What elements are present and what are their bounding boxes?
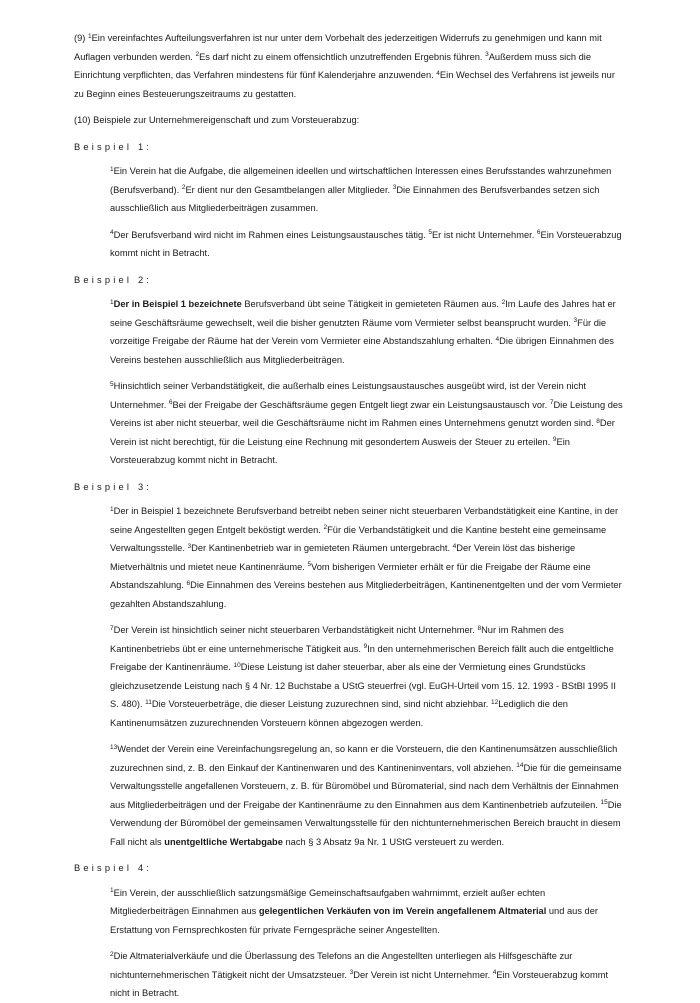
example-2-heading: Beispiel 2: xyxy=(74,274,153,285)
example-1-body xyxy=(74,162,625,263)
example-2-body xyxy=(74,295,625,470)
example-1-paragraph-1: $^1$Ein Verein hat die Aufgabe, die allgemeinen ideellen und wirtschaftlichen Interessen eines Berufsstandes wahrzunehmen (Berufsverband). $^2$Er dient nur den Gesamtbelangen aller Mitglieder. $^3$Die Einnahmen des Berufsverbandes setzen sich ausschließlich aus Mitgliederbeiträgen zusammen. xyxy=(110,165,612,213)
example-2-paragraph-2: $^5$Hinsichtlich seiner Verbandstätigkeit, die außerhalb eines Leistungsaustausches ausgeübt wird, ist der Verein nicht Unternehmer. $^6$Bei der Freigabe der Geschäftsräume gegen Entgelt liegt zwar ein Leistungsaustausch vor. $^7$Die Leistung des Vereins ist aber nicht steuerbar, weil die Geschäftsräume nicht im Rahmen eines Unternehmens genutzt worden sind. $^8$Der Verein ist nicht berechtigt, für die Leistung eine Rechnung mit gesondertem Ausweis der Steuer zu erteilen. $^9$Ein Vorsteuerabzug kommt nicht in Betracht. xyxy=(110,380,623,465)
example-4-heading: Beispiel 4: xyxy=(74,863,153,873)
paragraph-9: (9) $^1$Ein vereinfachtes Aufteilungsverfahren ist nur unter dem Vorbehalt des jederzeitigen Widerrufs zu genehmigen und kann mit Auflagen verbunden werden. $^2$Es darf nicht zu einem offensichtlich unzutreffenden Ergebnis führen. $^3$Außerdem muss sich die Einrichtung verpflichten, das Verfahren mindestens für fünf Kalenderjahre anzuwenden. $^4$Ein Wechsel des Verfahrens ist jeweils nur zu Beginn eines Besteuerungszeitraums zu gestatten. xyxy=(74,32,615,99)
example-4-body xyxy=(74,884,625,1003)
example-3-paragraph-3: $^{13}$Wendet der Verein eine Vereinfachungsregelung an, so kann er die Vorsteuern, die den Kantinenumsätzen ausschließlich zuzurechnen sind, z. B. den Einkauf der Kantinenwaren und des Kantineninventars, voll abziehen. $^{14}$Die für die gemeinsame Verwaltungsstelle angefallenen Vorsteuern, z. B. für Büromöbel und Büromaterial, sind nach dem Verhältnis der Einnahmen aus Mitgliederbeiträgen und der Freigabe der Kantinenräume zu den Einnahmen aus dem Kantinenbetrieb aufzuteilen. $^{15}$Die Verwendung der Büromöbel der gemeinsamen Verwaltungsstelle für den nichtunternehmerischen Bereich braucht in diesem Fall nicht als unentgeltliche Wertabgabe nach § 3 Absatz 9a Nr. 1 UStG versteuert zu werden. xyxy=(110,743,622,847)
example-1-paragraph-2: $^4$Der Berufsverband wird nicht im Rahmen eines Leistungsaustausches tätig. $^5$Er ist nicht Unternehmer. $^6$Ein Vorsteuerabzug kommt nicht in Betracht. xyxy=(110,229,622,258)
example-1-heading: Beispiel 1: xyxy=(74,141,153,152)
example-3-body xyxy=(74,502,625,851)
example-2-paragraph-1: $^1$Der in Beispiel 1 bezeichnete Berufsverband übt seine Tätigkeit in gemieteten Räumen aus. $^2$Im Laufe des Jahres hat er seine Geschäftsräume gewechselt, weil die bisher genutzten Räume vom Vermieter selbst beansprucht wurden. $^3$Für die vorzeitige Freigabe der Räume hat der Verein vom Vermieter eine Abstandszahlung erhalten. $^4$Die übrigen Einnahmen des Vereins bestehen ausschließlich aus Mitgliederbeiträgen. xyxy=(110,298,616,365)
example-3-paragraph-1: $^1$Der in Beispiel 1 bezeichnete Berufsverband betreibt neben seiner nicht steuerbaren Verbandstätigkeit eine Kantine, in der seine Angestellten gegen Entgelt beköstigt werden. $^2$Für die Verbandstätigkeit und die Kantine besteht eine gemeinsame Verwaltungsstelle. $^3$Der Kantinenbetrieb war in gemieteten Räumen untergebracht. $^4$Der Verein löst das bisherige Mietverhältnis und mietet neue Kantinenräume. $^5$Vom bisherigen Vermieter erhält er für die Freigabe der Räume eine Abstandszahlung. $^6$Die Einnahmen des Vereins bestehen aus Mitgliederbeiträgen, Kantinenentgelten und der vom Vermieter gezahlten Abstandszahlung. xyxy=(110,505,622,609)
example-3-paragraph-2: $^7$Der Verein ist hinsichtlich seiner nicht steuerbaren Verbandstätigkeit nicht Unternehmer. $^8$Nur im Rahmen des Kantinenbetriebs übt er eine unternehmerische Tätigkeit aus. $^9$In den unternehmerischen Bereich fällt auch die entgeltliche Freigabe der Kantinenräume. $^{10}$Diese Leistung ist daher steuerbar, aber als eine der Vermietung eines Grundstücks gleichzusetzende Leistung nach § 4 Nr. 12 Buchstabe a UStG steuerfrei (vgl. EuGH-Urteil vom 15. 12. 1993 - BStBl 1995 II S. 480). $^{11}$Die Vorsteuerbeträge, die dieser Leistung zuzurechnen sind, sind nicht abziehbar. $^{12}$Lediglich die den Kantinenumsätzen zuzurechnenden Vorsteuern können abgezogen werden. xyxy=(110,624,616,728)
paragraph-10: (10) Beispiele zur Unternehmereigenschaft und zum Vorsteuerabzug: xyxy=(74,115,360,125)
paragraph-number: (9) xyxy=(74,33,86,43)
example-3-heading: Beispiel 3: xyxy=(74,481,153,492)
example-4-paragraph-1: $^1$Ein Verein, der ausschließlich satzungsmäßige Gemeinschaftsaufgaben wahrnimmt, erzielt außer echten Mitgliederbeiträgen Einnahmen aus gelegentlichen Verkäufen von im Verein angefallenem Altmaterial und aus der Erstattung von Fernsprechkosten für private Ferngespräche seiner Angestellten. xyxy=(110,887,598,935)
example-4-paragraph-2: $^2$Die Altmaterialverkäufe und die Überlassung des Telefons an die Angestellten unterliegen als Hilfsgeschäfte zur nichtunternehmerischen Tätigkeit nicht der Umsatzsteuer. $^3$Der Verein ist nicht Unternehmer. $^4$Ein Vorsteuerabzug kommt nicht in Betracht. xyxy=(110,950,609,998)
